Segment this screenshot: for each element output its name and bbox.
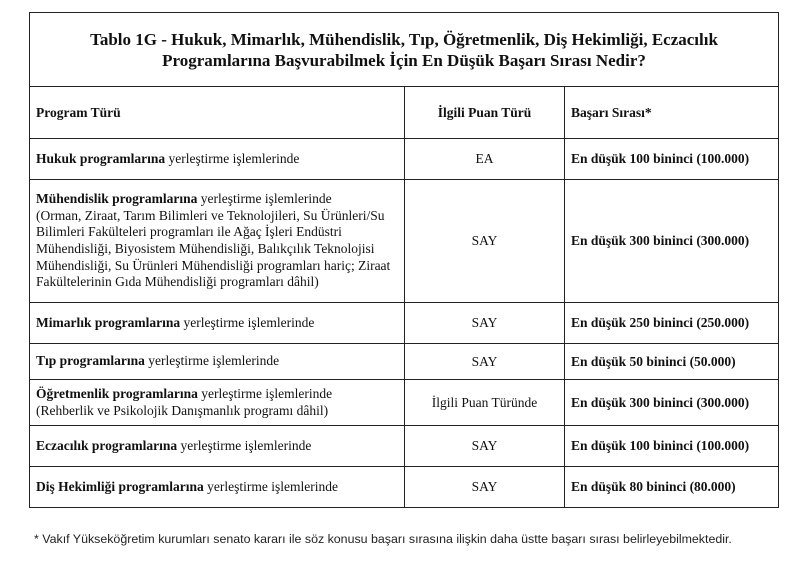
score-type-cell: SAY: [405, 426, 565, 467]
score-type-cell: İlgili Puan Türünde: [405, 380, 565, 426]
program-name: Tıp programlarına: [36, 353, 145, 369]
header-program-type: Program Türü: [30, 87, 405, 139]
program-cell: [30, 139, 405, 180]
table-row: [30, 426, 779, 467]
header-success-rank: Başarı Sırası*: [565, 87, 779, 139]
program-cell: [30, 380, 405, 426]
program-cell: [30, 180, 405, 303]
table-row: [30, 139, 779, 180]
rank-cell: En düşük 300 bininci (300.000): [565, 180, 779, 303]
program-cell: [30, 426, 405, 467]
program-note: (Rehberlik ve Psikolojik Danışmanlık programı dâhil): [36, 402, 329, 418]
table-row: [30, 380, 779, 426]
program-note: (Orman, Ziraat, Tarım Bilimleri ve Teknolojileri, Su Ürünleri/Su Bilimleri Fakülteleri programları ile Ağaç İşleri Endüstri Mühendisliği, Biyosistem Mühendisliği, Balıkçılık Teknolojisi Mühendisliği, Su Ürünleri Mühendisliği programları hariç; Ziraat Fakültelerinin Gıda Mühendisliği programları dâhil): [36, 207, 391, 290]
table-title: [30, 13, 779, 87]
score-type-cell: SAY: [405, 303, 565, 344]
program-desc: yerleştirme işlemlerinde: [197, 191, 332, 207]
score-type-cell: SAY: [405, 344, 565, 380]
program-name: Mimarlık programlarına: [36, 314, 181, 330]
table-row: [30, 344, 779, 380]
table-title-row: [30, 13, 779, 87]
program-desc: yerleştirme işlemlerinde: [180, 314, 315, 330]
table-row: [30, 467, 779, 508]
program-desc: yerleştirme işlemlerinde: [144, 353, 280, 369]
program-cell: [30, 303, 405, 344]
rank-cell: En düşük 100 bininci (100.000): [565, 426, 779, 467]
program-desc: yerleştirme işlemlerinde: [197, 385, 333, 401]
program-name: Öğretmenlik programlarına: [36, 385, 198, 401]
program-desc: yerleştirme işlemlerinde: [165, 150, 300, 166]
score-type-cell: SAY: [405, 467, 565, 508]
program-name: Mühendislik programlarına: [36, 191, 198, 207]
table-title-line-1: Tablo 1G - Hukuk, Mimarlık, Mühendislik, Tıp, Öğretmenlik, Diş Hekimliği, Eczacılık: [90, 29, 718, 49]
program-name: Hukuk programlarına: [36, 150, 166, 166]
score-type-cell: SAY: [405, 180, 565, 303]
footnote: * Vakıf Yükseköğretim kurumları senato kararı ile söz konusu başarı sırasına ilişkin daha üstte başarı sırası belirleyebilmektedir.: [34, 532, 732, 546]
header-score-type: İlgili Puan Türü: [405, 87, 565, 139]
table-title-line-2: Programlarına Başvurabilmek İçin En Düşük Başarı Sırası Nedir?: [162, 50, 646, 70]
rank-cell: En düşük 300 bininci (300.000): [565, 380, 779, 426]
program-cell: [30, 344, 405, 380]
table-row: [30, 303, 779, 344]
rank-cell: En düşük 100 bininci (100.000): [565, 139, 779, 180]
ranking-table: [29, 12, 779, 508]
rank-cell: En düşük 50 bininci (50.000): [565, 344, 779, 380]
table-row: [30, 180, 779, 303]
table-header-row: [30, 87, 779, 139]
rank-cell: En düşük 250 bininci (250.000): [565, 303, 779, 344]
score-type-cell: EA: [405, 139, 565, 180]
program-desc: yerleştirme işlemlerinde: [177, 437, 312, 453]
program-cell: [30, 467, 405, 508]
program-desc: yerleştirme işlemlerinde: [203, 478, 338, 494]
rank-cell: En düşük 80 bininci (80.000): [565, 467, 779, 508]
program-name: Eczacılık programlarına: [36, 437, 178, 453]
program-name: Diş Hekimliği programlarına: [36, 478, 204, 494]
